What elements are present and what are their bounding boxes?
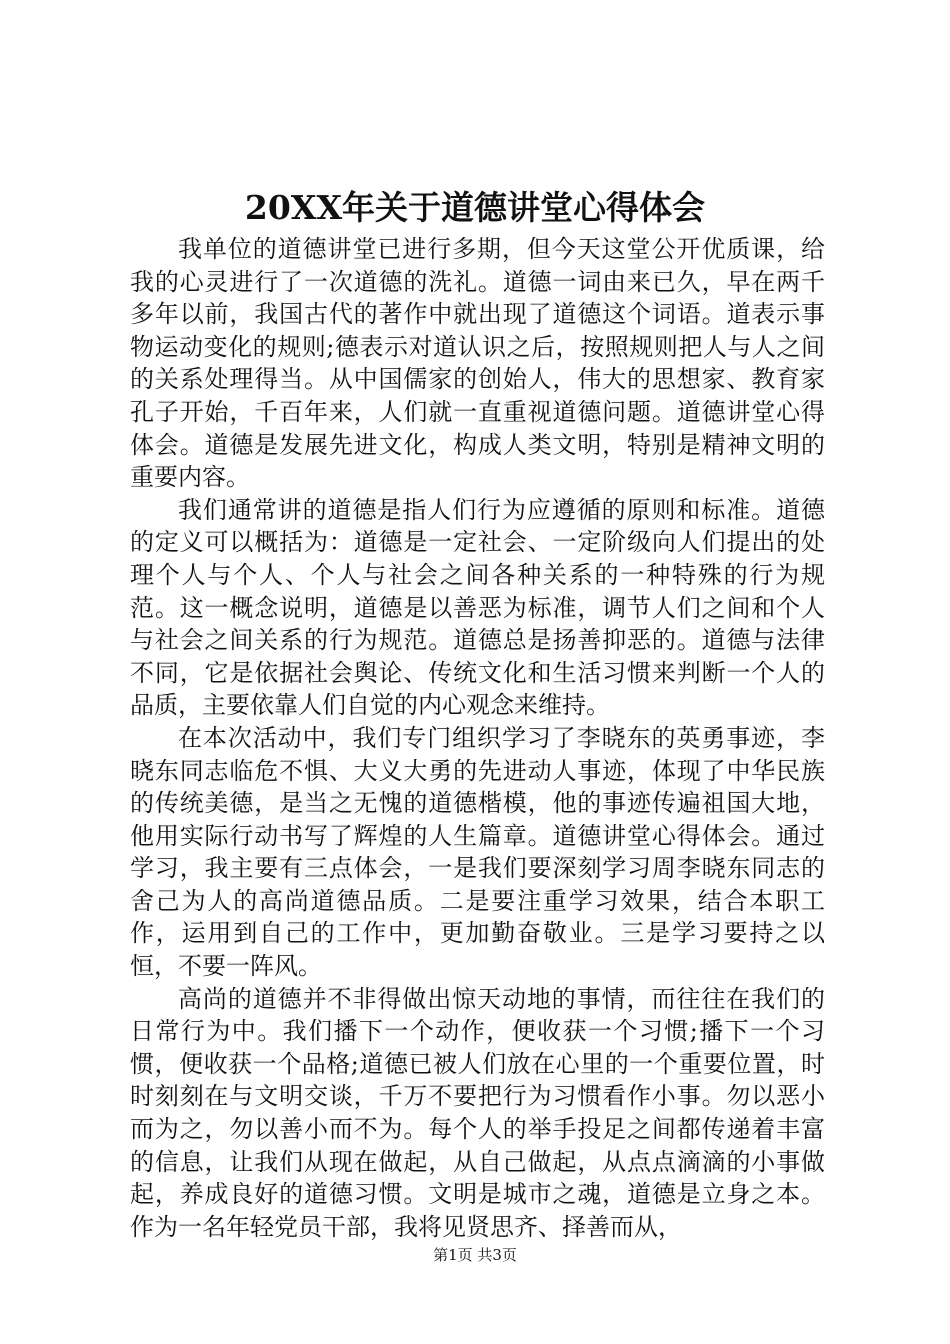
page-number-footer: 第1页 共3页 [433,1246,517,1264]
paragraph: 在本次活动中，我们专门组织学习了李晓东的英勇事迹，李晓东同志临危不惧、大义大勇的先进动人事迹，体现了中华民族的传统美德，是当之无愧的道德楷模，他的事迹传遍祖国大地，他用实际行动书写了辉煌的人生篇章。道德讲堂心得体会。通过学习，我主要有三点体会，一是我们要深刻学习周李晓东同志的舍己为人的高尚道德品质。二是要注重学习效果，结合本职工作，运用到自己的工作中，更加勤奋敬业。三是学习要持之以恒，不要一阵风。 [130,723,825,981]
document-title: 20XX年关于道德讲堂心得体会 [244,188,706,227]
paragraph: 我们通常讲的道德是指人们行为应遵循的原则和标准。道德的定义可以概括为：道德是一定社会、一定阶级向人们提出的处理个人与个人、个人与社会之间各种关系的一种特殊的行为规范。这一概念说明，道德是以善恶为标准，调节人们之间和个人与社会之间关系的行为规范。道德总是扬善抑恶的。道德与法律不同，它是依据社会舆论、传统文化和生活习惯来判断一个人的品质，主要依靠人们自觉的内心观念来维持。 [130,495,825,720]
document-body [130,233,825,1243]
paragraph: 高尚的道德并不非得做出惊天动地的事情，而往往在我们的日常行为中。我们播下一个动作，便收获一个习惯;播下一个习惯，便收获一个品格;道德已被人们放在心里的一个重要位置，时时刻刻在与文明交谈，千万不要把行为习惯看作小事。勿以恶小而为之，勿以善小而不为。每个人的举手投足之间都传递着丰富的信息，让我们从现在做起，从自己做起，从点点滴滴的小事做起，养成良好的道德习惯。文明是城市之魂，道德是立身之本。作为一名年轻党员干部，我将见贤思齐、择善而从， [130,984,825,1241]
paragraph: 我单位的道德讲堂已进行多期，但今天这堂公开优质课，给我的心灵进行了一次道德的洗礼。道德一词由来已久，早在两千多年以前，我国古代的著作中就出现了道德这个词语。道表示事物运动变化的规则;德表示对道认识之后，按照规则把人与人之间的关系处理得当。从中国儒家的创始人，伟大的思想家、教育家孔子开始，千百年来，人们就一直重视道德问题。道德讲堂心得体会。道德是发展先进文化，构成人类文明，特别是精神文明的重要内容。 [130,235,825,492]
